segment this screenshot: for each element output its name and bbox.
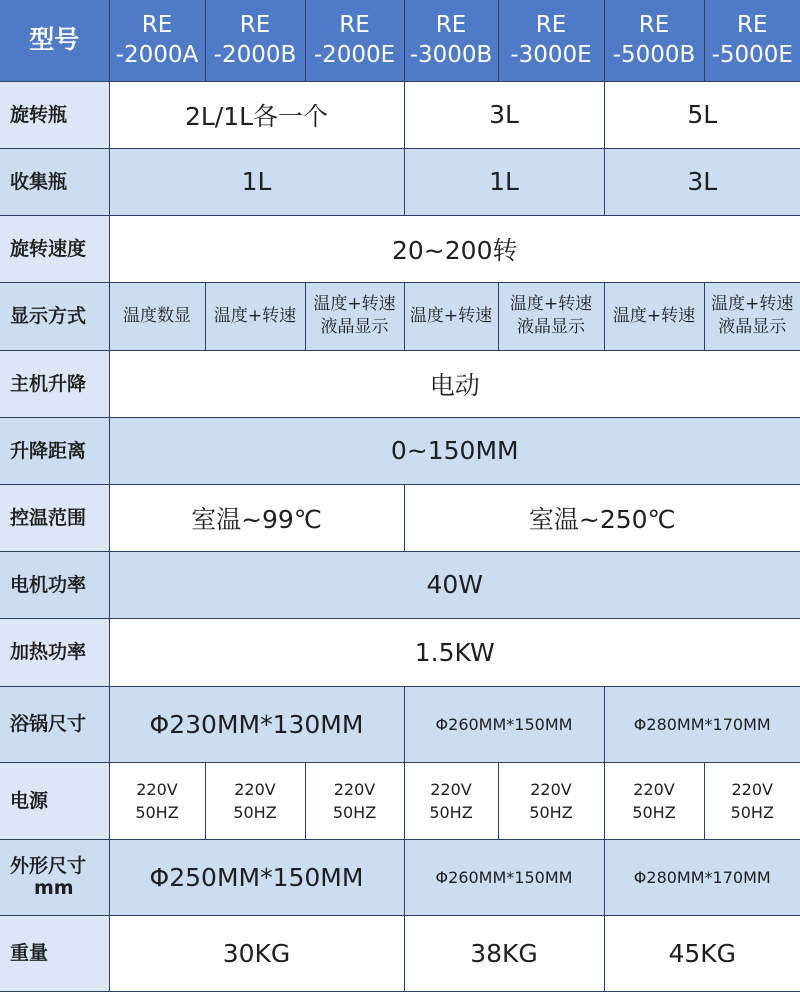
cell-value: Φ280MM*170MM [604,686,800,762]
row-heating-power [0,618,800,686]
display-cell: 温度+转速 [205,282,305,350]
cell-value: 20~200转 [109,215,800,282]
cell-value: 电动 [109,350,800,417]
power-cell: 220V 50HZ [109,762,205,839]
cell-value: Φ260MM*150MM [404,686,604,762]
row-motor-power [0,551,800,618]
cell-value: 1L [109,148,404,215]
power-cell: 220V 50HZ [205,762,305,839]
row-rotating-flask [0,81,800,148]
cell-value: 5L [604,81,800,148]
cell-value: 38KG [404,915,604,991]
cell-value: 3L [604,148,800,215]
display-cell: 温度+转速 液晶显示 [704,282,800,350]
cell-value: 室温~250℃ [404,484,800,551]
power-cell: 220V 50HZ [704,762,800,839]
row-rotation-speed [0,215,800,282]
row-label: 控温范围 [0,484,109,551]
display-cell: 温度数显 [109,282,205,350]
cell-value: 1L [404,148,604,215]
model-re-5000b: RE -5000B [604,0,704,81]
row-outer-size [0,839,800,915]
cell-value: 30KG [109,915,404,991]
display-cell: 温度+转速 [404,282,498,350]
cell-value: 40W [109,551,800,618]
row-label: 电源 [0,762,109,839]
power-cell: 220V 50HZ [498,762,604,839]
row-temp-range [0,484,800,551]
power-cell: 220V 50HZ [305,762,404,839]
row-label: 加热功率 [0,618,109,686]
model-re-2000a: RE -2000A [109,0,205,81]
row-label: 旋转瓶 [0,81,109,148]
row-label: 升降距离 [0,417,109,484]
cell-value: 1.5KW [109,618,800,686]
cell-value: 45KG [604,915,800,991]
cell-value: Φ280MM*170MM [604,839,800,915]
model-re-5000e: RE -5000E [704,0,800,81]
row-display-mode [0,282,800,350]
cell-value: Φ260MM*150MM [404,839,604,915]
display-cell: 温度+转速 液晶显示 [498,282,604,350]
model-re-3000e: RE -3000E [498,0,604,81]
row-lift-distance [0,417,800,484]
row-power-supply [0,762,800,839]
row-host-lift [0,350,800,417]
row-label: 主机升降 [0,350,109,417]
power-cell: 220V 50HZ [404,762,498,839]
cell-value: 0~150MM [109,417,800,484]
row-label: 浴锅尺寸 [0,686,109,762]
row-label: 电机功率 [0,551,109,618]
cell-value: 3L [404,81,604,148]
cell-value: Φ230MM*130MM [109,686,404,762]
row-label: 旋转速度 [0,215,109,282]
cell-value: 室温~99℃ [109,484,404,551]
model-re-2000e: RE -2000E [305,0,404,81]
power-cell: 220V 50HZ [604,762,704,839]
model-re-2000b: RE -2000B [205,0,305,81]
row-label: 外形尺寸 mm [0,839,109,915]
row-label: 显示方式 [0,282,109,350]
model-re-3000b: RE -3000B [404,0,498,81]
row-label: 重量 [0,915,109,991]
row-weight [0,915,800,991]
row-collecting-flask [0,148,800,215]
cell-value: 2L/1L各一个 [109,81,404,148]
display-cell: 温度+转速 [604,282,704,350]
header-row [0,0,800,81]
row-bath-size [0,686,800,762]
display-cell: 温度+转速 液晶显示 [305,282,404,350]
cell-value: Φ250MM*150MM [109,839,404,915]
model-label: 型号 [0,0,109,81]
row-label: 收集瓶 [0,148,109,215]
